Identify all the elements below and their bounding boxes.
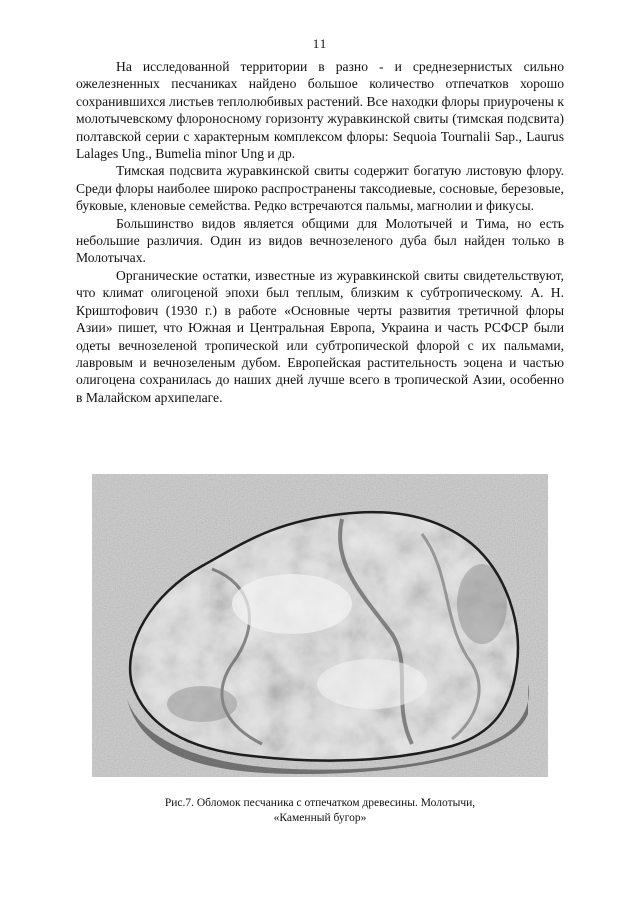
paragraph: Большинство видов является общими для Молотычей и Тима, но есть небольшие различия. Один из видов вечнозеленого дуба был найден только в Молотычах. bbox=[76, 215, 564, 266]
sandstone-fragment-image bbox=[92, 474, 548, 777]
body-text bbox=[76, 58, 564, 406]
caption-line-1: Рис.7. Обломок песчаника с отпечатком древесины. Молотычи, bbox=[164, 797, 476, 809]
figure-caption bbox=[100, 796, 540, 826]
paragraph: Органические остатки, известные из журавкинской свиты свидетельствуют, что климат олигоценой эпохи был теплым, близким к субтропическому. А. Н. Криштофович (1930 г.) в работе «Основные черты развития третичной флоры Азии» пишет, что Южная и Центральная Европа, Украина и часть РСФСР были одеты вечнозеленой тропической или субтропической флорой с их пальмами, лавровым и вечнозеленым дубом. Европейская растительность эоцена и частью олигоцена сохранилась до наших дней лучше всего в тропической Азии, особенно в Малайском архипелаге. bbox=[76, 267, 564, 405]
rock-photo bbox=[92, 474, 548, 777]
paragraph: На исследованной территории в разно - и среднезернистых сильно ожелезненных песчаниках найдено большое количество отпечатков хорошо сохранившихся листьев теплолюбивых растений. Все находки флоры приурочены к молотычевскому флороносному горизонту журавкинской свиты (тимская подсвита) полтавской серии с характерным комплексом флоры: Sequoia Tournalii Sap., Laurus Lalages Ung., Bumelia minor Ung и др. bbox=[76, 59, 564, 162]
page-number: 11 bbox=[312, 36, 328, 51]
paragraph: Тимская подсвита журавкинской свиты содержит богатую листовую флору. Среди флоры наиболее широко распространены таксодиевые, сосновые, березовые, буковые, кленовые семейства. Редко встречаются пальмы, магнолии и фикусы. bbox=[76, 163, 564, 214]
caption-line-2: «Каменный бугор» bbox=[273, 812, 367, 824]
